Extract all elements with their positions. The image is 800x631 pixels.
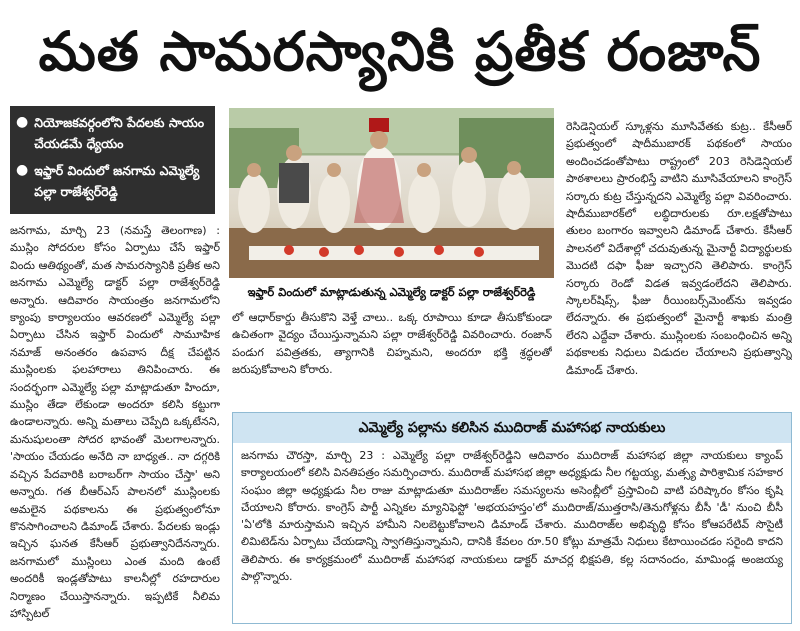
sidebar-news-box	[232, 412, 792, 624]
bullet-icon: ●	[16, 114, 29, 130]
highlight-text: ఇఫ్తార్ విందులో జనగామ ఎమ్మెల్యే పల్లా రాజేశ్వర్‌రెడ్డి	[34, 163, 200, 199]
bullet-icon: ●	[16, 162, 29, 178]
highlight-item	[16, 112, 209, 154]
photo-caption: ఇఫ్తార్ విందులో మాట్లాడుతున్న ఎమ్మెల్యే డాక్టర్ పల్లా రాజేశ్వర్‌రెడ్డి	[247, 285, 536, 299]
box-heading: ఎమ్మెల్యే పల్లాను కలిసిన ముదిరాజ్ మహాసభ నాయకులు	[233, 413, 791, 443]
headline: మత సామరస్యానికి ప్రతీక రంజాన్	[38, 20, 762, 83]
article-column-3: రెసిడెన్షియల్ స్కూళ్లను మూసివేతకు కుట్ర.. కేసీఆర్ ప్రభుత్వంలో షాదీముబారక్ పథకంలో సాయం అందించడంతోపాటు రాష్ట్రంలో 203 రెసిడెన్షియల్ పాఠశాలలు ప్రారంభిస్తే వాటిని మూసివేయాలని కాంగ్రెస్ సర్కారు కుట్ర చేస్తున్నదని ఎమ్మెల్యే పల్లా వివరించారు. షాదీముబారక్‌లో లబ్ధిదారులకు రూ.లక్షతోపాటు తులం బంగారం ఇవ్వాలని డిమాండ్ చేశారు. కేసీఆర్ పాలనలో విదేశాల్లో చదువుతున్న మైనార్టీ విద్యార్థులకు మొదటి దఫా ఫీజు ఇచ్చారని తెలిపారు. కాంగ్రెస్ సర్కారు రెండో విడత ఇవ్వడంలేదని తెలిపారు. స్కాలర్‌షిప్స్, ఫీజు రీయింబర్స్‌మెంట్‌ను ఇవ్వడం లేదన్నారు. ఈ ప్రభుత్వంలో మైనార్టీ శాఖకు మంత్రి లేరని ఎద్దేవా చేశారు. ముస్లింలకు సంబంధించిన అన్ని పథకాలకు నిధులు విడుదల చేయాలని ప్రభుత్వాన్ని డిమాండ్ చేశారు.	[566, 120, 792, 377]
event-photo	[229, 108, 554, 278]
article-column-2: లో ఆధార్‌కార్డు తీసుకొని వెళ్తే చాలు.. ఒక్క రూపాయి కూడా తీసుకోకుండా ఉచితంగా వైద్యం చేయిస్తున్నామని పల్లా రాజేశ్వర్‌రెడ్డి వివరించారు. రంజాన్ పండుగ పవిత్రతకు, త్యాగానికి చిహ్నమని, అందరూ భక్తి శ్రద్ధలతో జరుపుకోవాలని కోరారు.	[232, 311, 552, 377]
box-body: జనగామ చౌరస్తా, మార్చి 23 : ఎమ్మెల్యే పల్లా రాజేశ్వర్‌రెడ్డిని ఆదివారం ముదిరాజ్ మహాసభ జిల్లా నాయకులు క్యాంప్ కార్యాలయంలో కలిసి వినతిపత్రం సమర్పించారు. ముదిరాజ్ మహాసభ జిల్లా అధ్యక్షుడు నీల గట్టయ్య, మత్స్య పారిశ్రామిక సహకార సంఘం జిల్లా అధ్యక్షుడు నీల రాజు మాట్లాడుతూ ముదిరాజ్‌ల సమస్యలను అసెంబ్లీలో ప్రస్తావించి వాటి పరిష్కారం కోసం కృషి చేయాలని కోరారు. కాంగ్రెస్ పార్టీ ఎన్నికల మ్యానిఫెస్టో 'అభయహస్తం'లో ముదిరాజ్/ముత్తరాసి/తెనుగోళ్లను బీసీ 'డీ' నుంచి బీసీ 'ఏ'లోకి మారుస్తామని ఇచ్చిన హామీని నిలబెట్టుకోవాలని డిమాండ్ చేశారు. ముదిరాజ్‌ల అభివృద్ధి కోసం కోఆపరేటివ్ సొసైటీ లిమిటెడ్‌ను ఏర్పాటు చేయడాన్ని స్వాగతిస్తున్నామని, దానికి కేవలం రూ.50 కోట్లు మాత్రమే నిధులు కేటాయించడం సరైంది కాదని తెలిపారు. ఈ కార్యక్రమంలో ముదిరాజ్ మహాసభ నాయకులు డాక్టర్ మాచర్ల భిక్షపతి, కల్ల సదానందం, మామిండ్ల అంజయ్య పాల్గొన్నారు.	[241, 449, 783, 584]
highlights-box	[10, 106, 215, 214]
highlight-text: నియోజకవర్గంలోని పేదలకు సాయం చేయడమే ధ్యేయం	[34, 115, 205, 151]
article-column-1: జనగామ, మార్చి 23 (నమస్తే తెలంగాణ) : ముస్లిం సోదరుల కోసం ఏర్పాటు చేసే ఇఫ్తార్ విందు ఆతిథ్యంతో, మత సామరస్యానికి ప్రతీక అని జనగామ ఎమ్మెల్యే డాక్టర్ పల్లా రాజేశ్వర్‌రెడ్డి అన్నారు. ఆదివారం సాయంత్రం జనగామలోని క్యాంపు కార్యాలయం ఆవరణలో ఎమ్మెల్యే పల్లా ఏర్పాటు చేసిన ఇఫ్తార్ విందులో సామూహిక నమాజ్ అనంతరం ఉపవాస దీక్ష చేపట్టిన ముస్లింలకు ఫలహారాలు తినిపించారు. ఈ సందర్భంగా ఎమ్మెల్యే పల్లా మాట్లాడుతూ హిందూ, ముస్లిం తేడా లేకుండా అందరూ కలిసి కట్టుగా ఉండాలన్నారు. అన్ని మతాలు చెప్పేది ఒక్కటేనని, మనుషులంతా సోదర భావంతో మెలగాలన్నారు. 'సాయం చేయడం అనేది నా బాధ్యత.. నా దగ్గరికి వచ్చిన పేదవారికి బరాబర్‌గా సాయం చేస్తా' అని అన్నారు. గత బీఆర్‌ఎస్ పాలనలో ముస్లింలకు అమలైన పథకాలను ఈ ప్రభుత్వంలోనూ కొనసాగించాలని డిమాండ్ చేశారు. పేదలకు ఇండ్లు ఇచ్చిన ఘనత కేసీఆర్ ప్రభుత్వానిదేనన్నారు. జనగామలో ముస్లింలు ఎంత మంది ఉంటే అందరికీ ఇండ్లతోపాటు కాలనీల్లో రహదారుల నిర్మాణం చేయిస్తానన్నారు. ఇప్పటికే నీలిమ హాస్పిటల్	[10, 224, 220, 620]
photo-illustration	[229, 108, 554, 278]
highlight-item	[16, 160, 209, 202]
